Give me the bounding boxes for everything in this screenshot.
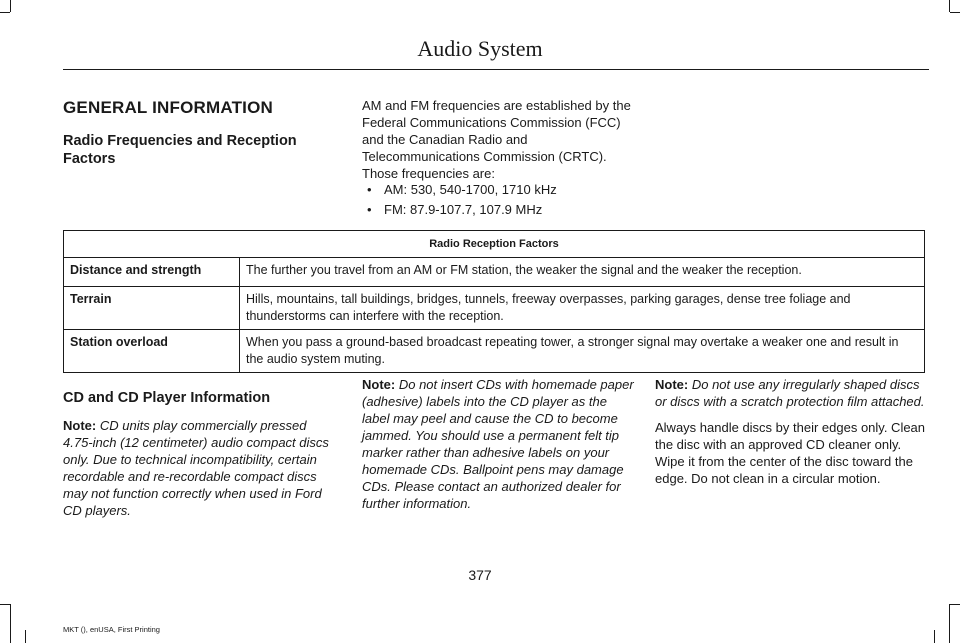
reception-factors-table (63, 230, 925, 373)
crop-mark (10, 604, 11, 643)
table-row (64, 330, 925, 373)
header-divider (63, 69, 929, 70)
page-number: 377 (468, 567, 492, 583)
table-row (64, 287, 925, 330)
crop-mark (949, 604, 950, 643)
cd-column-3 (655, 376, 927, 496)
note-label: Note: (655, 377, 689, 392)
list-item: • FM: 87.9-107.7, 107.9 MHz (362, 200, 642, 220)
footer-text: MKT (), enUSA, First Printing (63, 625, 160, 634)
crop-mark (949, 0, 950, 12)
factor-cell: Station overload (64, 330, 240, 373)
note-body: Do not insert CDs with homemade paper (adhesive) labels into the CD player as the label may peel and cause the CD to become jammed. You should use a permanent felt tip marker rather than adhesive labels on your homemade CDs. Ballpoint pens may damage CDs. Please contact an authorized dealer for further information. (362, 377, 634, 511)
table-row (64, 258, 925, 287)
description-cell: When you pass a ground-based broadcast repeating tower, a stronger signal may overtake a weaker one and result in the audio system muting. (240, 330, 925, 373)
crop-mark (950, 12, 960, 13)
crop-mark (25, 630, 26, 643)
page-header-title: Audio System (417, 36, 543, 61)
crop-mark (10, 0, 11, 12)
table-caption: Radio Reception Factors (64, 231, 925, 258)
crop-mark (950, 604, 960, 605)
cd-column-1 (63, 390, 333, 528)
intro-paragraph: AM and FM frequencies are established by the Federal Communications Commission (FCC) and the Canadian Radio and Telecommunications Commission (CRTC). Those frequencies are: (362, 98, 631, 181)
intro-text (362, 97, 642, 182)
factor-cell: Terrain (64, 287, 240, 330)
cd-section-title: CD and CD Player Information (63, 390, 271, 406)
description-cell: The further you travel from an AM or FM station, the weaker the signal and the weaker the reception. (240, 258, 925, 287)
cd-note-2 (362, 376, 637, 512)
note-body: CD units play commercially pressed 4.75-inch (12 centimeter) audio compact discs only. Due to technical incompatibility, certain recordable and re-recordable compact discs may not function correctly when used in Ford CD players. (63, 418, 329, 518)
cd-note-3 (655, 376, 927, 410)
crop-mark (934, 630, 935, 643)
note-label: Note: (362, 377, 396, 392)
cd-note-1 (63, 417, 333, 519)
description-cell: Hills, mountains, tall buildings, bridges, tunnels, freeway overpasses, parking garages, dense tree foliage and thunderstorms can interfere with the reception. (240, 287, 925, 330)
note-label: Note: (63, 418, 97, 433)
frequency-list (362, 180, 642, 220)
section-title: GENERAL INFORMATION (63, 98, 273, 117)
factor-cell: Distance and strength (64, 258, 240, 287)
subsection-title: Radio Frequencies and Reception Factors (63, 133, 297, 167)
list-item: • AM: 530, 540-1700, 1710 kHz (362, 180, 642, 200)
note-body: Do not use any irregularly shaped discs or discs with a scratch protection film attached. (655, 377, 925, 409)
cd-column-2 (362, 376, 637, 521)
crop-mark (0, 604, 10, 605)
cd-care-text: Always handle discs by their edges only. Clean the disc with an approved CD cleaner only. Wipe it from the center of the disc toward the edge. Do not clean in a circular motion. (655, 420, 926, 486)
crop-mark (0, 12, 10, 13)
